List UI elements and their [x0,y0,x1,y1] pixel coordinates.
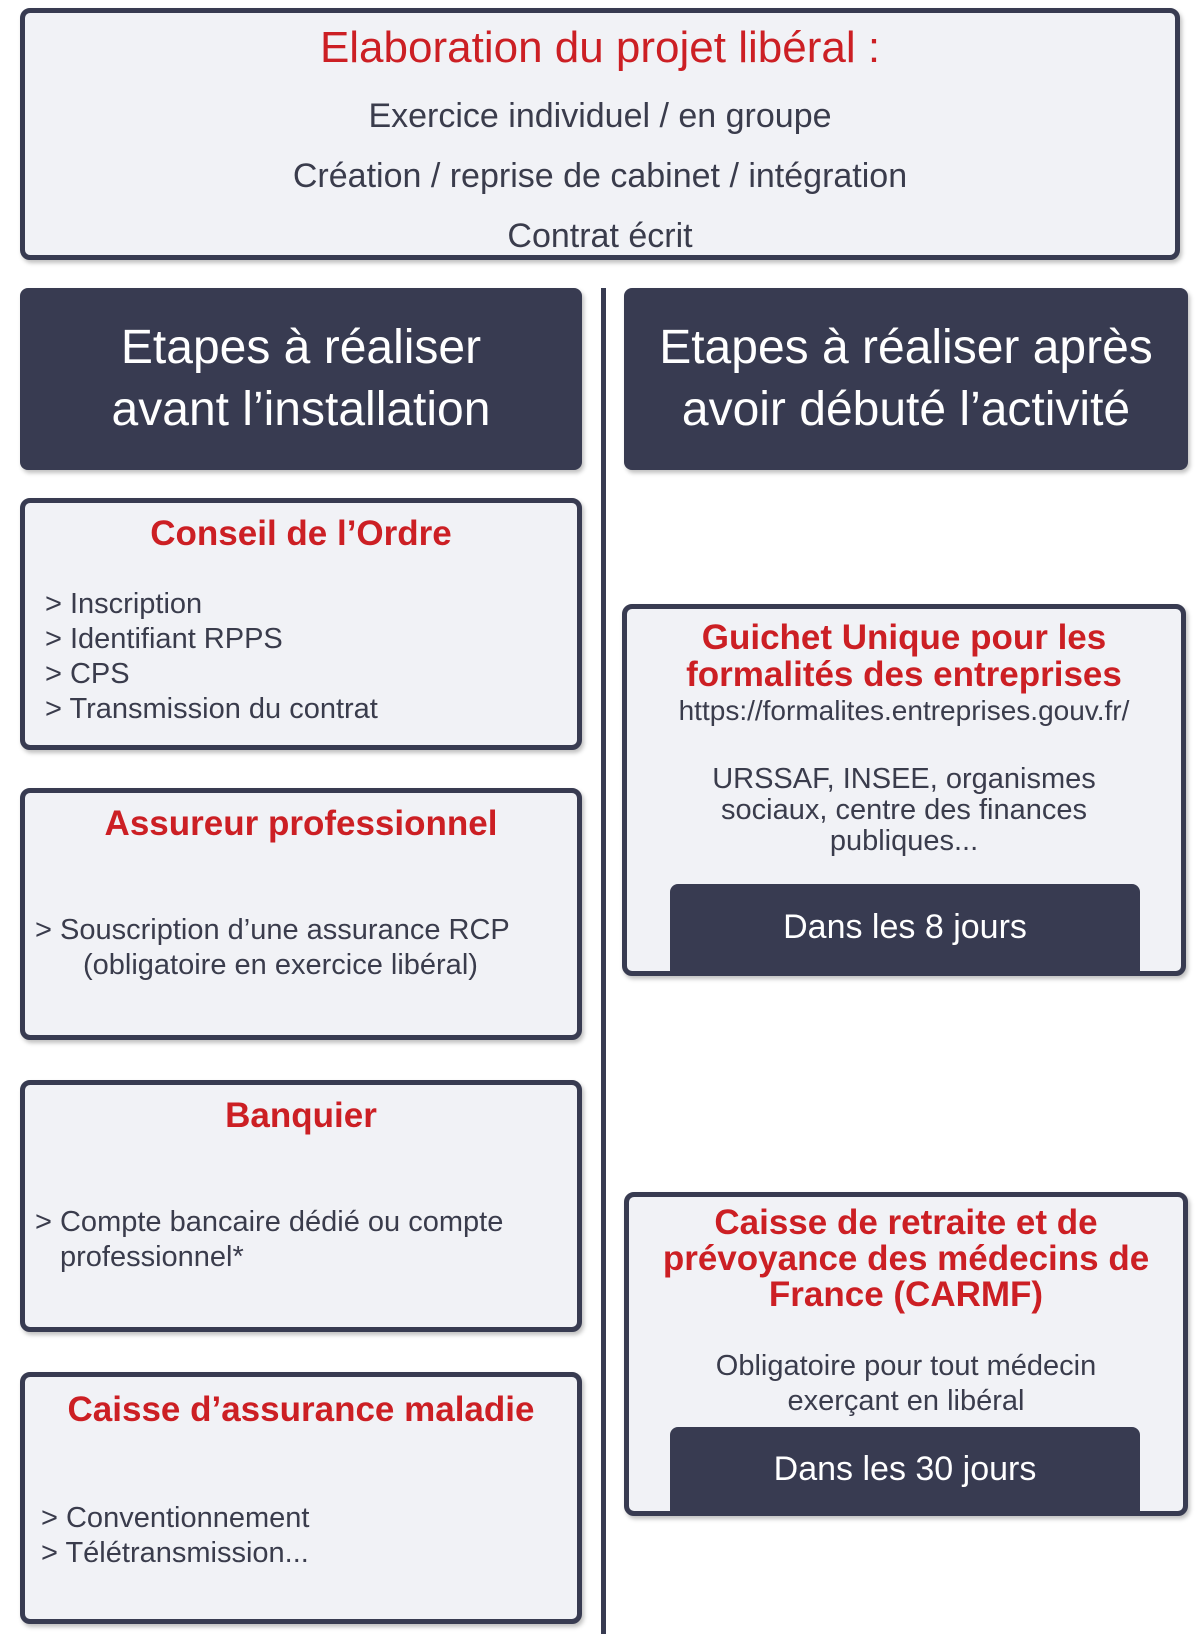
card-title: Conseil de l’Ordre [150,514,452,553]
deadline-badge: Dans les 30 jours [670,1427,1140,1511]
project-box [20,8,1180,260]
list-item: > Transmission du contrat [45,693,378,725]
card-assurance-maladie [20,1372,582,1624]
list-item: > CPS [45,658,130,690]
right-header-line-1: Etapes à réaliser après [659,321,1153,374]
card-title: Banquier [225,1096,377,1135]
list-item: > Inscription [45,588,203,620]
guichet-url: https://formalites.entreprises.gouv.fr/ [678,695,1130,726]
left-column-header [20,288,582,470]
card-title: Guichet Unique pour les formalités des entreprises [686,618,1122,694]
card-guichet-unique [622,604,1186,976]
list-item: > Conventionnement [41,1502,310,1534]
column-divider [601,288,606,1634]
project-line-3: Contrat écrit [507,217,693,255]
right-header-line-2: avoir débuté l’activité [681,383,1131,436]
list-item: > Identifiant RPPS [45,623,283,655]
list-item: professionnel* [60,1241,244,1273]
card-items [35,1205,503,1275]
card-title: Assureur professionnel [104,804,498,843]
card-description: URSSAF, INSEE, organismes sociaux, centre des finances publiques... [712,763,1096,857]
card-assureur [20,788,582,1040]
card-items [45,587,378,727]
left-header-line-1: Etapes à réaliser [120,321,482,374]
project-line-1: Exercice individuel / en groupe [368,97,832,135]
card-items [41,1501,309,1571]
card-title: Caisse de retraite et de prévoyance des médecins de France (CARMF) [662,1203,1150,1314]
card-carmf [624,1192,1188,1516]
card-items [35,913,510,983]
project-title: Elaboration du projet libéral : [319,23,881,72]
right-column-header [624,288,1188,470]
card-description: Obligatoire pour tout médecin exerçant en libéral [715,1350,1097,1417]
card-conseil-ordre [20,498,582,750]
card-title: Caisse d’assurance maladie [67,1390,535,1429]
list-item: > Souscription d’une assurance RCP [35,914,510,946]
card-banquier [20,1080,582,1332]
left-header-line-2: avant l’installation [111,383,491,436]
list-item: (obligatoire en exercice libéral) [83,949,478,981]
deadline-badge: Dans les 8 jours [670,884,1140,971]
list-item: > Télétransmission... [41,1537,309,1569]
project-line-2: Création / reprise de cabinet / intégration [292,157,908,195]
list-item: > Compte bancaire dédié ou compte [35,1206,504,1238]
